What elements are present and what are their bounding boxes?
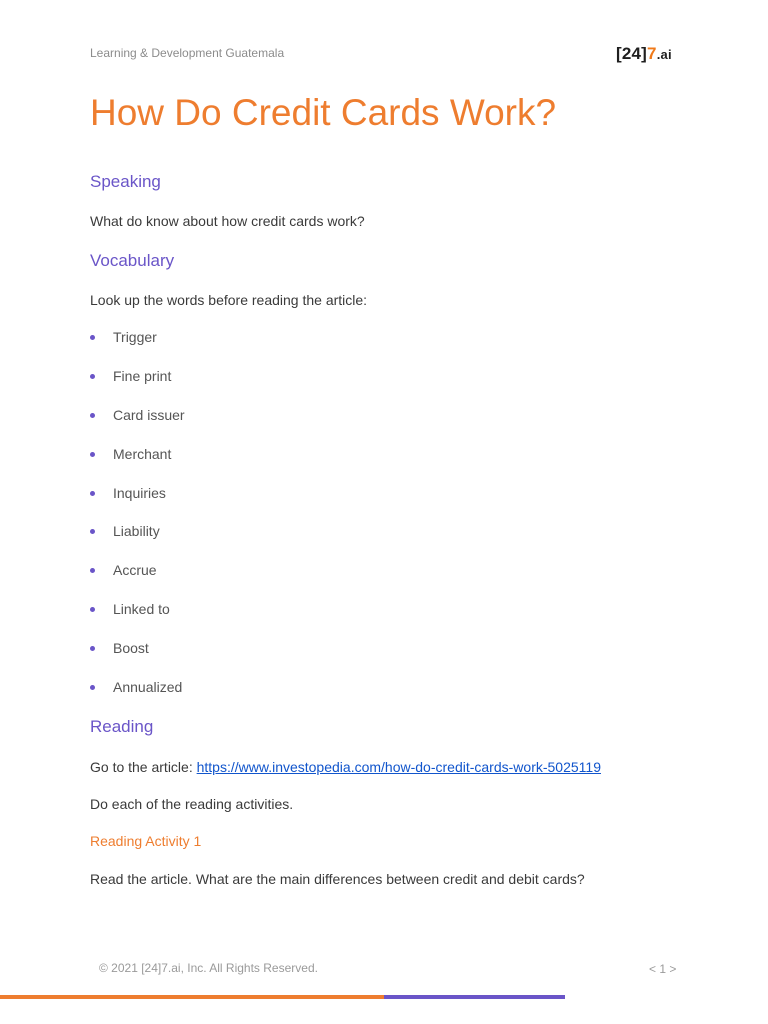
list-item bbox=[90, 445, 185, 484]
list-item bbox=[90, 600, 185, 639]
footer-bar-purple bbox=[384, 995, 565, 999]
reading-activity-text: Read the article. What are the main differences between credit and debit cards? bbox=[90, 871, 585, 887]
speaking-prompt: What do know about how credit cards work? bbox=[90, 213, 365, 229]
list-item bbox=[90, 678, 185, 717]
reading-heading: Reading bbox=[90, 717, 154, 736]
bullet-icon bbox=[90, 568, 95, 573]
reading-activity-heading: Reading Activity 1 bbox=[90, 833, 202, 849]
vocabulary-heading: Vocabulary bbox=[90, 251, 175, 270]
copyright-notice: © 2021 [24]7.ai, Inc. All Rights Reserved. bbox=[99, 961, 318, 975]
list-item bbox=[90, 484, 185, 523]
bullet-icon bbox=[90, 452, 95, 457]
bullet-icon bbox=[90, 607, 95, 612]
header-org-label: Learning & Development Guatemala bbox=[90, 46, 285, 60]
vocabulary-word: Merchant bbox=[113, 445, 172, 462]
list-item bbox=[90, 328, 185, 367]
article-link[interactable]: https://www.investopedia.com/how-do-credit-cards-work-5025119 bbox=[196, 759, 601, 775]
bullet-icon bbox=[90, 413, 95, 418]
vocabulary-word: Linked to bbox=[113, 601, 170, 618]
list-item bbox=[90, 522, 185, 561]
list-item bbox=[90, 367, 185, 406]
list-item bbox=[90, 639, 185, 678]
company-logo bbox=[616, 44, 672, 64]
logo-part-seven: 7 bbox=[647, 44, 657, 63]
vocabulary-list bbox=[90, 328, 185, 717]
vocabulary-intro: Look up the words before reading the article: bbox=[90, 292, 368, 308]
bullet-icon bbox=[90, 646, 95, 651]
speaking-heading: Speaking bbox=[90, 172, 161, 191]
list-item bbox=[90, 406, 185, 445]
footer-bar-orange bbox=[0, 995, 384, 999]
vocabulary-word: Liability bbox=[113, 523, 160, 540]
article-line bbox=[90, 759, 601, 775]
bullet-icon bbox=[90, 685, 95, 690]
vocabulary-word: Trigger bbox=[113, 329, 157, 345]
vocabulary-word: Inquiries bbox=[113, 484, 166, 501]
vocabulary-word: Fine print bbox=[113, 367, 172, 384]
page-number: < 1 > bbox=[649, 962, 677, 976]
logo-part-bracket: [24] bbox=[616, 44, 648, 63]
vocabulary-word: Annualized bbox=[113, 679, 183, 696]
article-prefix: Go to the article: bbox=[90, 759, 197, 775]
vocabulary-word: Accrue bbox=[113, 562, 157, 579]
list-item bbox=[90, 561, 185, 600]
reading-instruction: Do each of the reading activities. bbox=[90, 796, 294, 812]
vocabulary-word: Boost bbox=[113, 640, 149, 657]
document-title: How Do Credit Cards Work? bbox=[90, 92, 557, 133]
bullet-icon bbox=[90, 529, 95, 534]
bullet-icon bbox=[90, 374, 95, 379]
bullet-icon bbox=[90, 335, 95, 340]
bullet-icon bbox=[90, 491, 95, 496]
logo-part-ai: .ai bbox=[656, 47, 672, 62]
vocabulary-word: Card issuer bbox=[113, 406, 185, 423]
